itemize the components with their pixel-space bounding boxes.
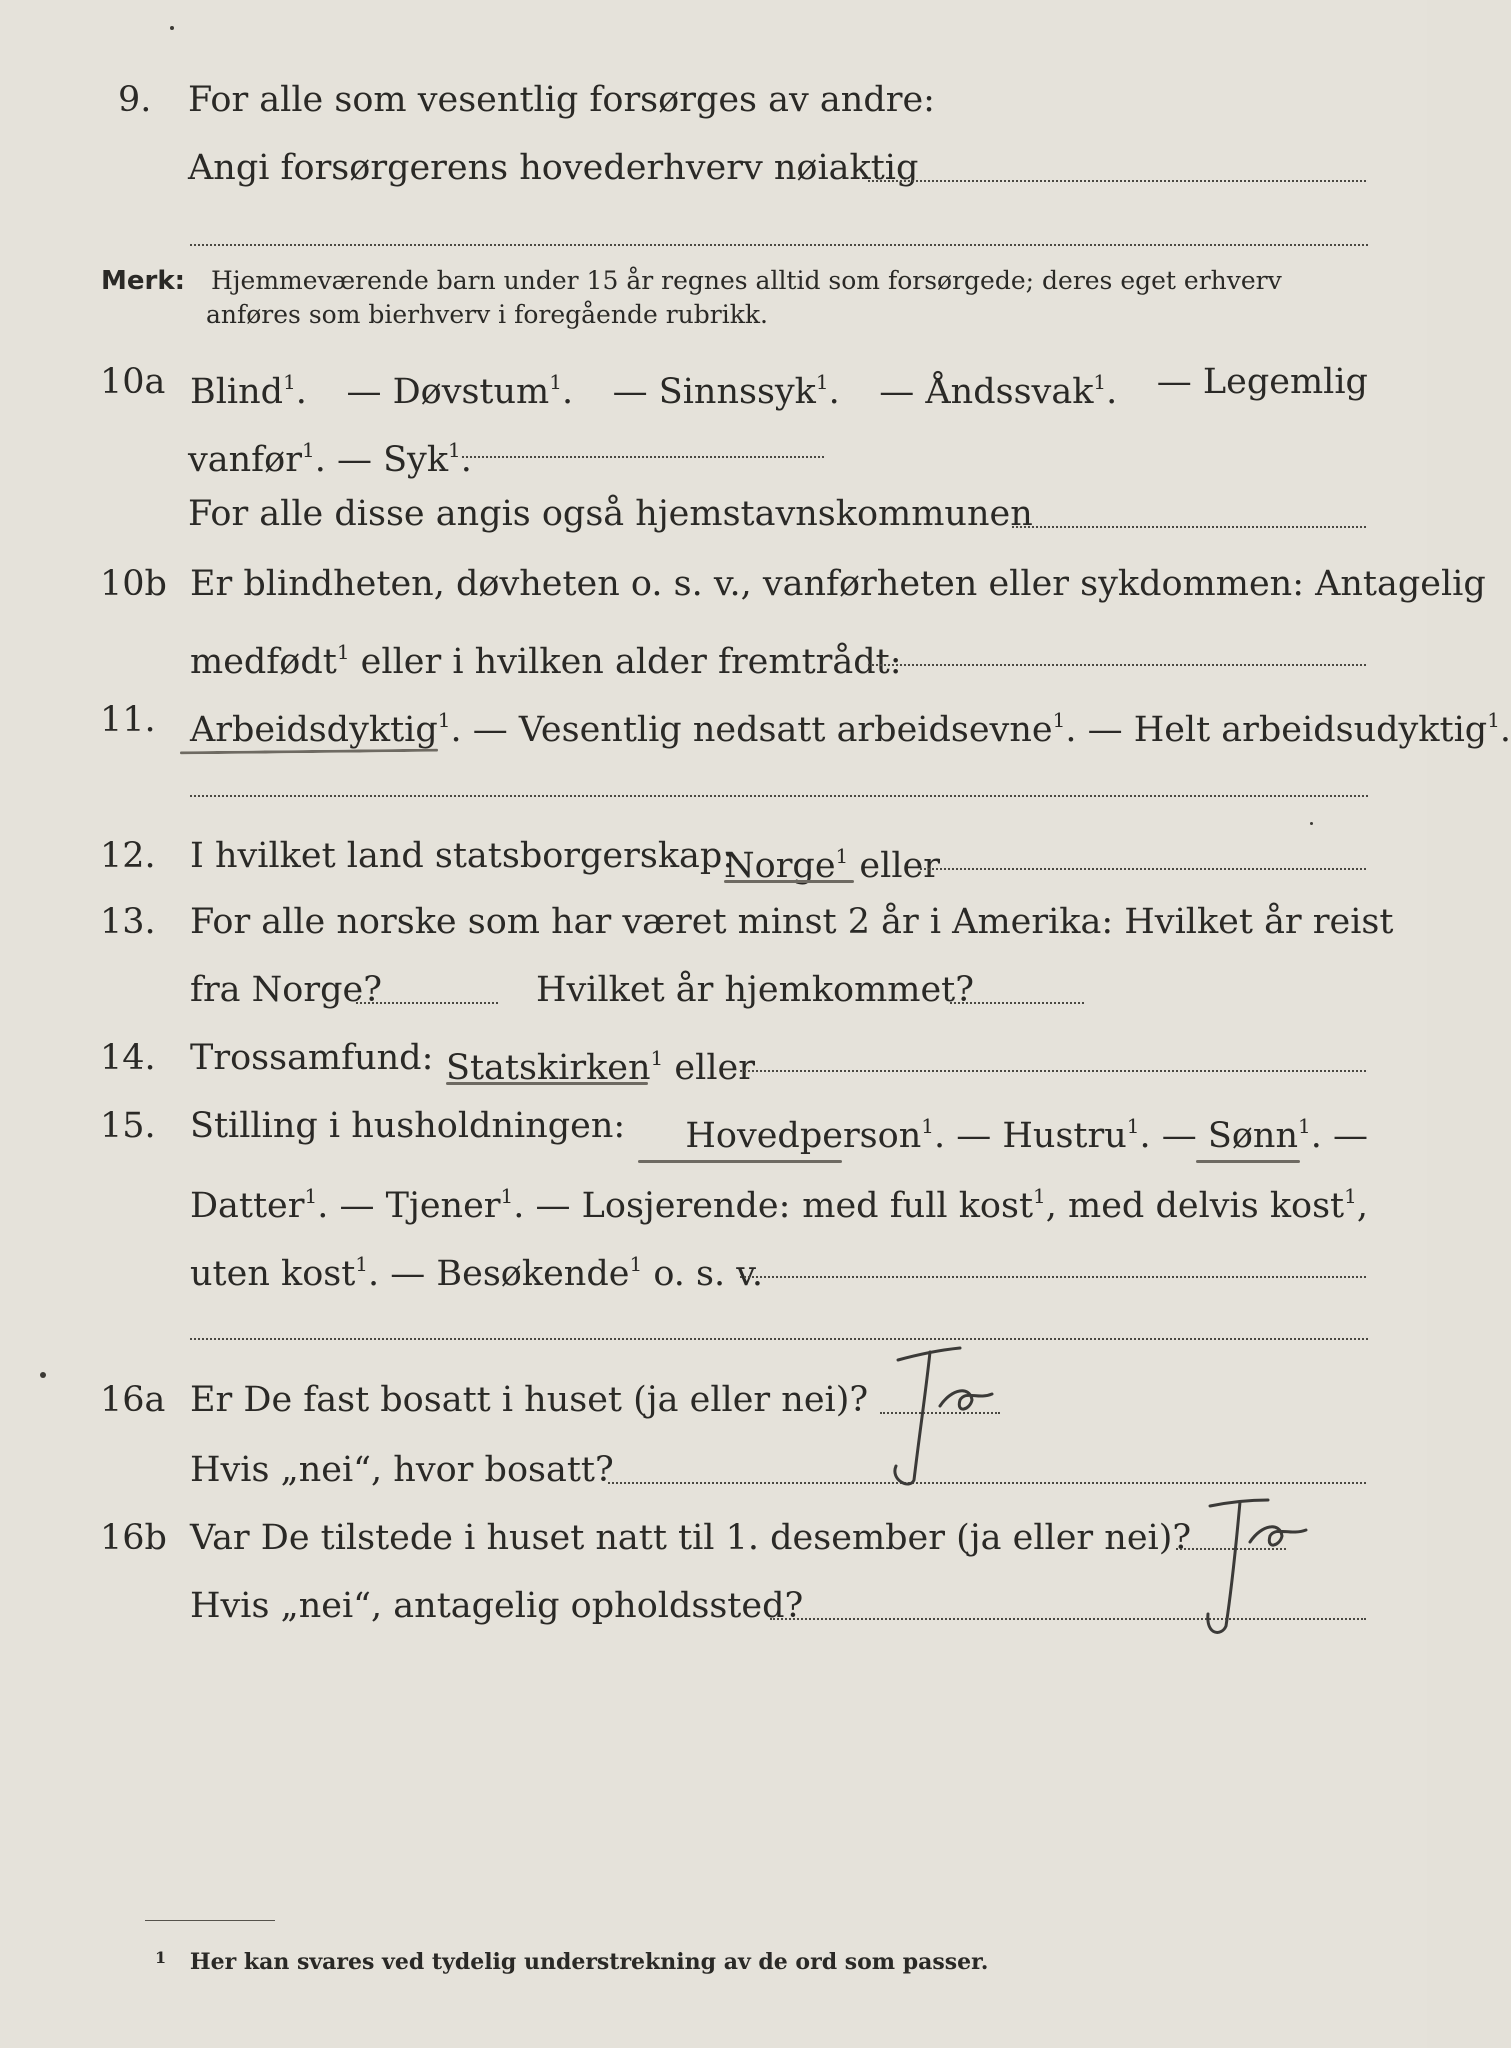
option-blind: Blind$^1$. [190, 370, 307, 412]
question-10a-line-3 [0, 486, 1427, 542]
option-norge: Norge$^1$ eller [724, 844, 940, 886]
question-number: 16a [100, 1380, 166, 1420]
paper-speck [40, 1372, 46, 1378]
question-number: 11. [100, 700, 156, 740]
question-text: For alle som vesentlig forsørges av andre: [188, 80, 935, 120]
question-number: 10b [100, 564, 167, 604]
question-text: Hvis „nei“, antagelig opholdssted? [190, 1586, 804, 1626]
question-number: 14. [100, 1038, 156, 1078]
question-text: medfødt$^1$ eller i hvilken alder fremtrådt: [190, 640, 902, 682]
question-9 [0, 72, 1427, 128]
question-text: Trossamfund: [190, 1038, 434, 1078]
question-text: I hvilket land statsborgerskap: [190, 836, 735, 876]
answer-line[interactable] [462, 456, 824, 458]
question-10b [0, 556, 1486, 612]
condition-list [190, 354, 1368, 420]
option-kost: med full kost$^1$, med delvis kost$^1$, [802, 1184, 1368, 1226]
option-hovedperson: Hovedperson$^1$. — Hustru$^1$. — Sønn$^1$. — [685, 1114, 1368, 1156]
question-number: 16b [100, 1518, 167, 1558]
question-text: fra Norge? [190, 970, 382, 1010]
answer-line[interactable] [920, 868, 1366, 870]
question-15 [0, 1098, 1427, 1154]
footnote-mark: 1 [155, 1948, 167, 1967]
option-datter: Datter$^1$. — Tjener$^1$. — Losjerende: [190, 1184, 791, 1226]
question-15-line-2 [0, 1168, 1427, 1224]
handwritten-underline [446, 1082, 648, 1085]
note-line-1 [101, 262, 1282, 300]
household-options [190, 1098, 1368, 1164]
note-line-2: anføres som bierhverv i foregående rubrikk. [206, 300, 768, 329]
question-text: Angi forsørgerens hovederhverv nøiaktig [188, 148, 919, 188]
question-9-line-2 [0, 140, 1427, 196]
answer-line[interactable] [740, 1276, 1366, 1278]
answer-line[interactable] [868, 180, 1366, 182]
question-text: For alle norske som har været minst 2 år i Amerika: Hvilket år reist [190, 902, 1394, 942]
option-andssvak: — Åndssvak$^1$. [879, 370, 1118, 412]
option-statskirken: Statskirken$^1$ eller [446, 1046, 755, 1088]
answer-line[interactable] [190, 1338, 1368, 1340]
footnote-text: Her kan svares ved tydelig understrekning av de ord som passer. [189, 1949, 989, 1975]
answer-line-return[interactable] [950, 1002, 1084, 1004]
note-label: Merk: [101, 266, 186, 296]
question-10a [0, 354, 1427, 410]
answer-line[interactable] [868, 664, 1366, 666]
option-dovstum: — Døvstum$^1$. [346, 370, 574, 412]
question-text: For alle disse angis også hjemstavnskommunen [188, 494, 1033, 534]
option-vanfor: vanfør$^1$. — Syk$^1$. [188, 438, 472, 480]
question-13 [0, 894, 1427, 950]
answer-line[interactable] [740, 1070, 1366, 1072]
question-14 [0, 1030, 1427, 1086]
footnote [155, 1948, 988, 1975]
answer-line[interactable] [190, 244, 1368, 246]
question-number: 9. [118, 80, 152, 120]
question-number: 10a [100, 362, 166, 402]
question-number: 12. [100, 836, 156, 876]
option-uten-kost: uten kost$^1$. — Besøkende$^1$ o. s. v. [190, 1252, 764, 1294]
handwritten-underline [1196, 1160, 1300, 1163]
option-arbeidsdyktig: Arbeidsdyktig [190, 710, 438, 750]
handwritten-underline [724, 880, 854, 883]
note-text: Hjemmeværende barn under 15 år regnes alltid som forsørgede; deres eget erhverv [210, 266, 1282, 295]
question-text: Var De tilstede i huset natt til 1. desember (ja eller nei)? [190, 1518, 1192, 1558]
question-text: Er blindheten, døvheten o. s. v., vanførheten eller sykdommen: Antagelig [190, 564, 1486, 604]
question-13-line-2 [0, 962, 1427, 1018]
question-10b-line-2 [0, 624, 1427, 680]
question-number: 13. [100, 902, 156, 942]
option-sinnssyk: — Sinnssyk$^1$. [612, 370, 840, 412]
question-text: Arbeidsdyktig$^1$. — Vesentlig nedsatt arbeidsevne$^1$. — Helt arbeidsudyktig$^1$. [190, 708, 1511, 750]
paper-speck [170, 26, 174, 30]
question-text: Hvis „nei“, hvor bosatt? [190, 1450, 614, 1490]
question-10a-line-2 [0, 422, 1427, 478]
answer-line-departure[interactable] [356, 1002, 498, 1004]
question-text: Hvilket år hjemkommet? [536, 970, 975, 1010]
question-text: Er De fast bosatt i huset (ja eller nei)? [190, 1380, 869, 1420]
question-16a [0, 1372, 1427, 1428]
question-12 [0, 828, 1427, 884]
question-11 [0, 692, 1511, 750]
handwritten-underline [638, 1160, 842, 1163]
option-legemlig: — Legemlig [1156, 362, 1368, 402]
household-options-2 [190, 1168, 1368, 1234]
answer-line[interactable] [1012, 526, 1366, 528]
question-text: Stilling i husholdningen: [190, 1106, 626, 1146]
question-15-line-3 [0, 1236, 1427, 1292]
footnote-divider [145, 1920, 275, 1921]
handwritten-answer-ja-16b [1150, 1486, 1320, 1646]
question-number: 15. [100, 1106, 156, 1146]
answer-line[interactable] [190, 795, 1368, 797]
handwritten-answer-ja-16a [860, 1330, 1010, 1490]
paper-speck [1310, 822, 1313, 825]
